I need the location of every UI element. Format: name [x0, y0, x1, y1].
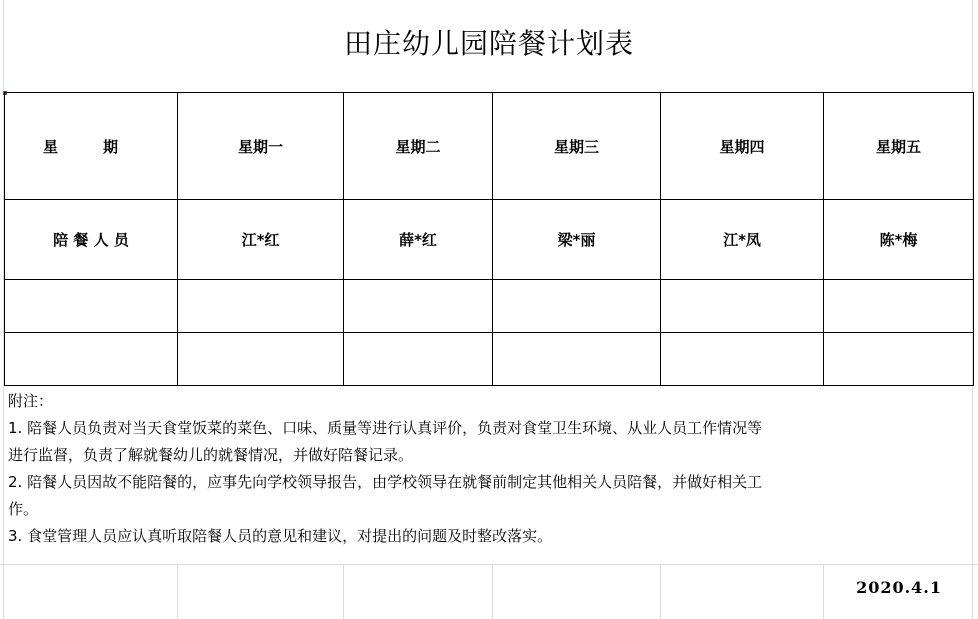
- empty-cell[interactable]: [661, 280, 824, 333]
- cell-staff-label[interactable]: 陪 餐 人 员: [5, 200, 178, 280]
- gridline: [660, 564, 661, 619]
- cell-tuesday[interactable]: 星期二: [344, 93, 493, 200]
- cell-staff-monday[interactable]: 江*红: [178, 200, 344, 280]
- note-line: 3. 食堂管理人员应认真听取陪餐人员的意见和建议，对提出的问题及时整改落实。: [8, 527, 553, 545]
- meal-plan-table: [4, 92, 974, 386]
- empty-cell[interactable]: [344, 280, 493, 333]
- empty-cell[interactable]: [661, 333, 824, 386]
- note-line: 2. 陪餐人员因故不能陪餐的，应事先向学校领导报告，由学校领导在就餐前制定其他相关人员陪餐，并做好相关工: [8, 473, 763, 491]
- table-row-staff: [5, 200, 974, 280]
- empty-cell[interactable]: [493, 280, 661, 333]
- cell-weekday-label[interactable]: 星 期: [5, 93, 178, 200]
- empty-cell[interactable]: [178, 333, 344, 386]
- notes-section: [8, 388, 970, 550]
- note-line: 进行监督，负责了解就餐幼儿的就餐情况，并做好陪餐记录。: [8, 446, 414, 464]
- empty-cell[interactable]: [824, 333, 974, 386]
- cell-wednesday[interactable]: 星期三: [493, 93, 661, 200]
- gridline: [343, 564, 344, 619]
- note-line: 作。: [8, 500, 39, 518]
- table-row-weekday: [5, 93, 974, 200]
- notes-heading: 附注：: [8, 392, 54, 410]
- cell-monday[interactable]: 星期一: [178, 93, 344, 200]
- gridline: [0, 564, 978, 565]
- note-line: 1. 陪餐人员负责对当天食堂饭菜的菜色、口味、质量等进行认真评价，负责对食堂卫生环境、从业人员工作情况等: [8, 419, 763, 437]
- empty-cell[interactable]: [5, 280, 178, 333]
- cell-staff-friday[interactable]: 陈*梅: [824, 200, 974, 280]
- gridline: [823, 564, 824, 619]
- cell-staff-wednesday[interactable]: 梁*丽: [493, 200, 661, 280]
- cell-friday[interactable]: 星期五: [824, 93, 974, 200]
- gridline: [492, 564, 493, 619]
- document-date: 2020.4.1: [856, 578, 942, 597]
- empty-cell[interactable]: [178, 280, 344, 333]
- empty-cell[interactable]: [5, 333, 178, 386]
- empty-cell[interactable]: [344, 333, 493, 386]
- gridline: [177, 564, 178, 619]
- table-row-empty: [5, 333, 974, 386]
- cell-thursday[interactable]: 星期四: [661, 93, 824, 200]
- cell-staff-tuesday[interactable]: 薛*红: [344, 200, 493, 280]
- table-row-empty: [5, 280, 974, 333]
- cell-staff-thursday[interactable]: 江*凤: [661, 200, 824, 280]
- empty-cell[interactable]: [493, 333, 661, 386]
- empty-cell[interactable]: [824, 280, 974, 333]
- page-title: 田庄幼儿园陪餐计划表: [343, 27, 634, 60]
